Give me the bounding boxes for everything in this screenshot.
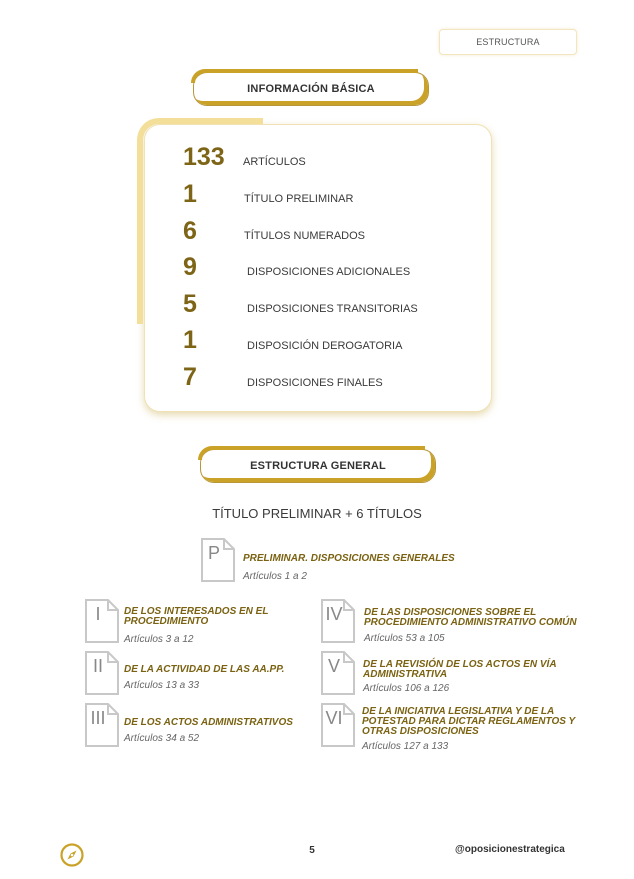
title-name: DE LA INICIATIVA LEGISLATIVA Y DE LA POTESTAD PARA DICTAR REGLAMENTOS Y OTRAS DISPOSICIONES (362, 706, 575, 737)
stat-number: 5 (183, 290, 197, 318)
title-articles: Artículos 3 a 12 (124, 634, 194, 645)
stat-number: 6 (183, 217, 197, 245)
document-letter: I (95, 604, 101, 624)
document-icon (200, 537, 234, 581)
stat-label: DISPOSICIONES ADICIONALES (247, 266, 411, 278)
document-letter: VI (325, 708, 343, 728)
title-articles: Artículos 127 a 133 (362, 741, 449, 752)
structure-section-title (200, 449, 436, 483)
page-number: 5 (309, 845, 315, 856)
stat-number: 1 (183, 180, 197, 208)
stat-number: 1 (183, 326, 197, 354)
stat-label: TÍTULO PRELIMINAR (244, 193, 354, 205)
info-section-title-text: INFORMACIÓN BÁSICA (247, 83, 375, 95)
stat-label: DISPOSICIONES FINALES (247, 377, 383, 389)
info-section-title (193, 72, 429, 106)
document-icon (320, 702, 354, 746)
document-letter: II (92, 656, 103, 676)
stat-label: DISPOSICIÓN DEROGATORIA (247, 340, 403, 352)
title-name: PRELIMINAR. DISPOSICIONES GENERALES (243, 553, 455, 564)
title-name: DE LA ACTIVIDAD DE LAS AA.PP. (124, 664, 285, 675)
title-name: DE LOS INTERESADOS EN EL PROCEDIMIENTO (124, 606, 269, 627)
stat-label: TÍTULOS NUMERADOS (244, 230, 366, 242)
title-name: DE LA REVISIÓN DE LOS ACTOS EN VÍA ADMINISTRATIVA (363, 659, 557, 680)
document-icon (84, 650, 118, 694)
stat-number: 7 (183, 363, 197, 391)
document-icon (84, 702, 118, 746)
title-articles: Artículos 53 a 105 (364, 633, 445, 644)
title-name: DE LAS DISPOSICIONES SOBRE EL PROCEDIMIENTO ADMINISTRATIVO COMÚN (364, 607, 577, 628)
document-letter: P (207, 543, 220, 563)
document-letter: III (90, 708, 106, 728)
section-tab: ESTRUCTURA (439, 29, 577, 55)
document-letter: V (327, 656, 340, 676)
stat-number: 9 (183, 253, 197, 281)
title-name: DE LOS ACTOS ADMINISTRATIVOS (124, 717, 293, 728)
title-articles: Artículos 1 a 2 (243, 571, 307, 582)
document-letter: IV (325, 604, 343, 624)
document-icon (84, 598, 118, 642)
document-icon (320, 598, 354, 642)
title-articles: Artículos 106 a 126 (363, 683, 450, 694)
compass-icon (60, 843, 84, 867)
stat-number: 133 (183, 143, 225, 171)
stat-label: ARTÍCULOS (243, 156, 306, 168)
stat-label: DISPOSICIONES TRANSITORIAS (247, 303, 418, 315)
structure-section-title-text: ESTRUCTURA GENERAL (250, 460, 386, 472)
title-articles: Artículos 13 a 33 (124, 680, 200, 691)
document-icon (320, 650, 354, 694)
social-handle: @oposicionestrategica (455, 844, 565, 855)
title-articles: Artículos 34 a 52 (124, 733, 200, 744)
info-box (144, 124, 492, 412)
structure-subtitle: TÍTULO PRELIMINAR + 6 TÍTULOS (212, 506, 422, 521)
